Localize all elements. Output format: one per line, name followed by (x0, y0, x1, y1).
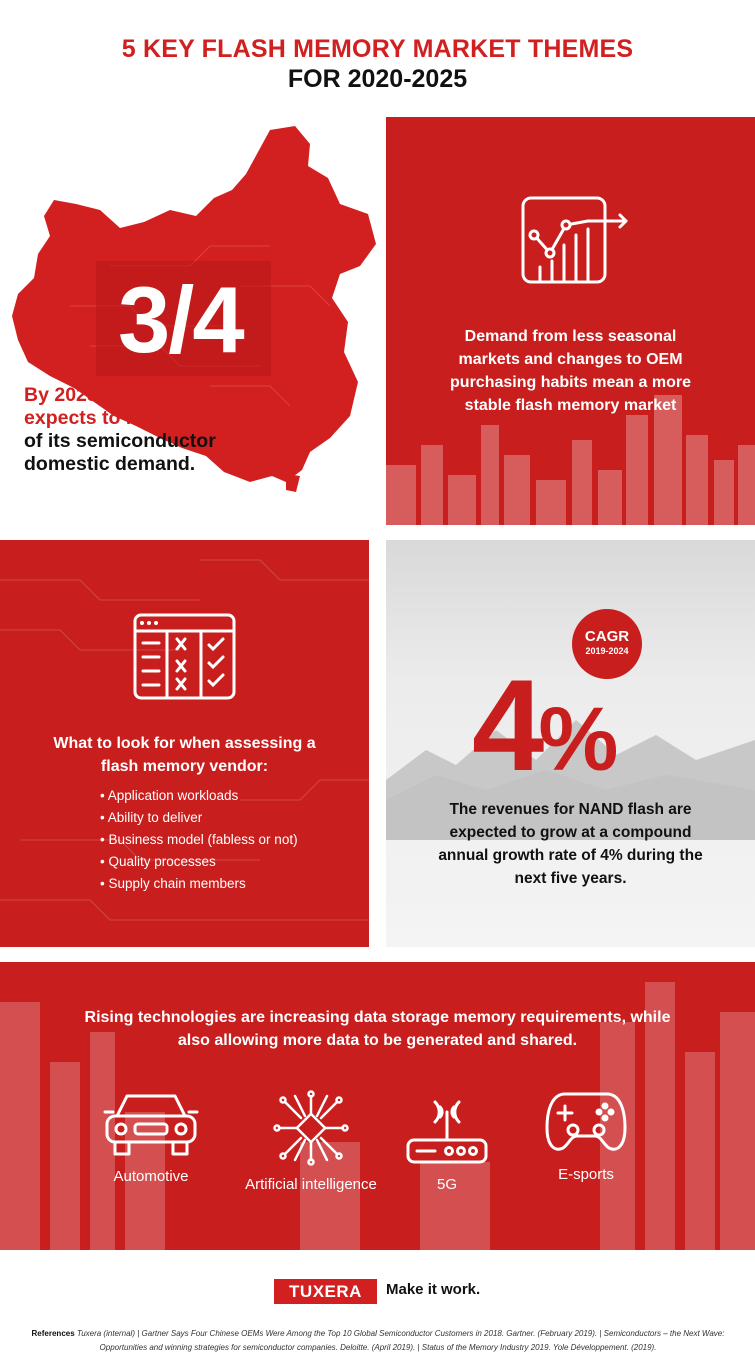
tech-item-esports (516, 1090, 656, 1183)
list-item: • Business model (fabless or not) (100, 829, 298, 851)
tech-label: 5G (436, 1176, 457, 1193)
cagr-unit: % (538, 690, 619, 790)
line-chart-icon (520, 195, 632, 285)
tech-panel (0, 962, 755, 1250)
references-text: Tuxera (internal) | Gartner Says Four Chinese OEMs Were Among the Top 10 Global Semiconductor Customers in 2018. Gartner. (February 2019). | Semiconductors – the Next Wave: Opportunities and winning strategies for semiconductor companies. Deloitte. (April 2019). | Status of the Memory Industry 2019. Yole Développement. (2019). (76, 1329, 725, 1352)
vendor-panel (0, 540, 369, 947)
page-title (0, 34, 755, 94)
list-item: • Application workloads (100, 785, 298, 807)
vendor-list (100, 785, 298, 895)
tech-item-5g (377, 1090, 517, 1193)
badge-label: CAGR (584, 628, 630, 645)
circuit-icon (273, 1090, 349, 1166)
list-item: • Supply chain members (100, 873, 298, 895)
demand-text: Demand from less seasonal markets and changes to OEM purchasing habits mean a more stable flash memory market (450, 328, 691, 414)
tech-item-ai (241, 1090, 381, 1193)
china-caption (24, 384, 234, 476)
tech-label: Automotive (113, 1168, 189, 1185)
router-icon (405, 1090, 489, 1166)
tech-label: Artificial intelligence (245, 1176, 377, 1193)
cagr-number: 4 (472, 652, 539, 798)
car-icon (103, 1090, 199, 1158)
china-section (10, 126, 380, 526)
title-line-1: 5 KEY FLASH MEMORY MARKET THEMES (121, 35, 634, 63)
list-item: • Ability to deliver (100, 807, 298, 829)
tech-text: Rising technologies are increasing data storage memory requirements, while also allowing more data to be generated and shared. (84, 1009, 671, 1049)
checklist-table-icon (133, 613, 236, 700)
tech-item-automotive (81, 1090, 221, 1185)
cagr-value (472, 650, 618, 815)
caption-highlight: By 2025, China expects to meet 70% (24, 384, 216, 429)
caption-suffix: of its (24, 430, 71, 452)
badge-years: 2019-2024 (585, 646, 629, 656)
tuxera-logo: TUXERA (274, 1279, 377, 1304)
vendor-heading: What to look for when assessing a flash memory vendor: (53, 735, 316, 775)
gamepad-icon (543, 1090, 629, 1156)
demand-panel (386, 117, 755, 525)
title-line-2: FOR 2020-2025 (287, 65, 468, 93)
cagr-text: The revenues for NAND flash are expected to grow at a compound annual growth rate of 4% during the next five years. (438, 801, 703, 887)
references (22, 1327, 734, 1355)
tagline: Make it work. (386, 1281, 481, 1298)
caption-rest: semiconductor domestic demand. (24, 430, 216, 475)
cagr-panel (386, 540, 755, 947)
stat-fraction: 3/4 (118, 267, 243, 372)
tech-label: E-sports (558, 1166, 614, 1183)
references-label: References (31, 1329, 75, 1338)
list-item: • Quality processes (100, 851, 298, 873)
